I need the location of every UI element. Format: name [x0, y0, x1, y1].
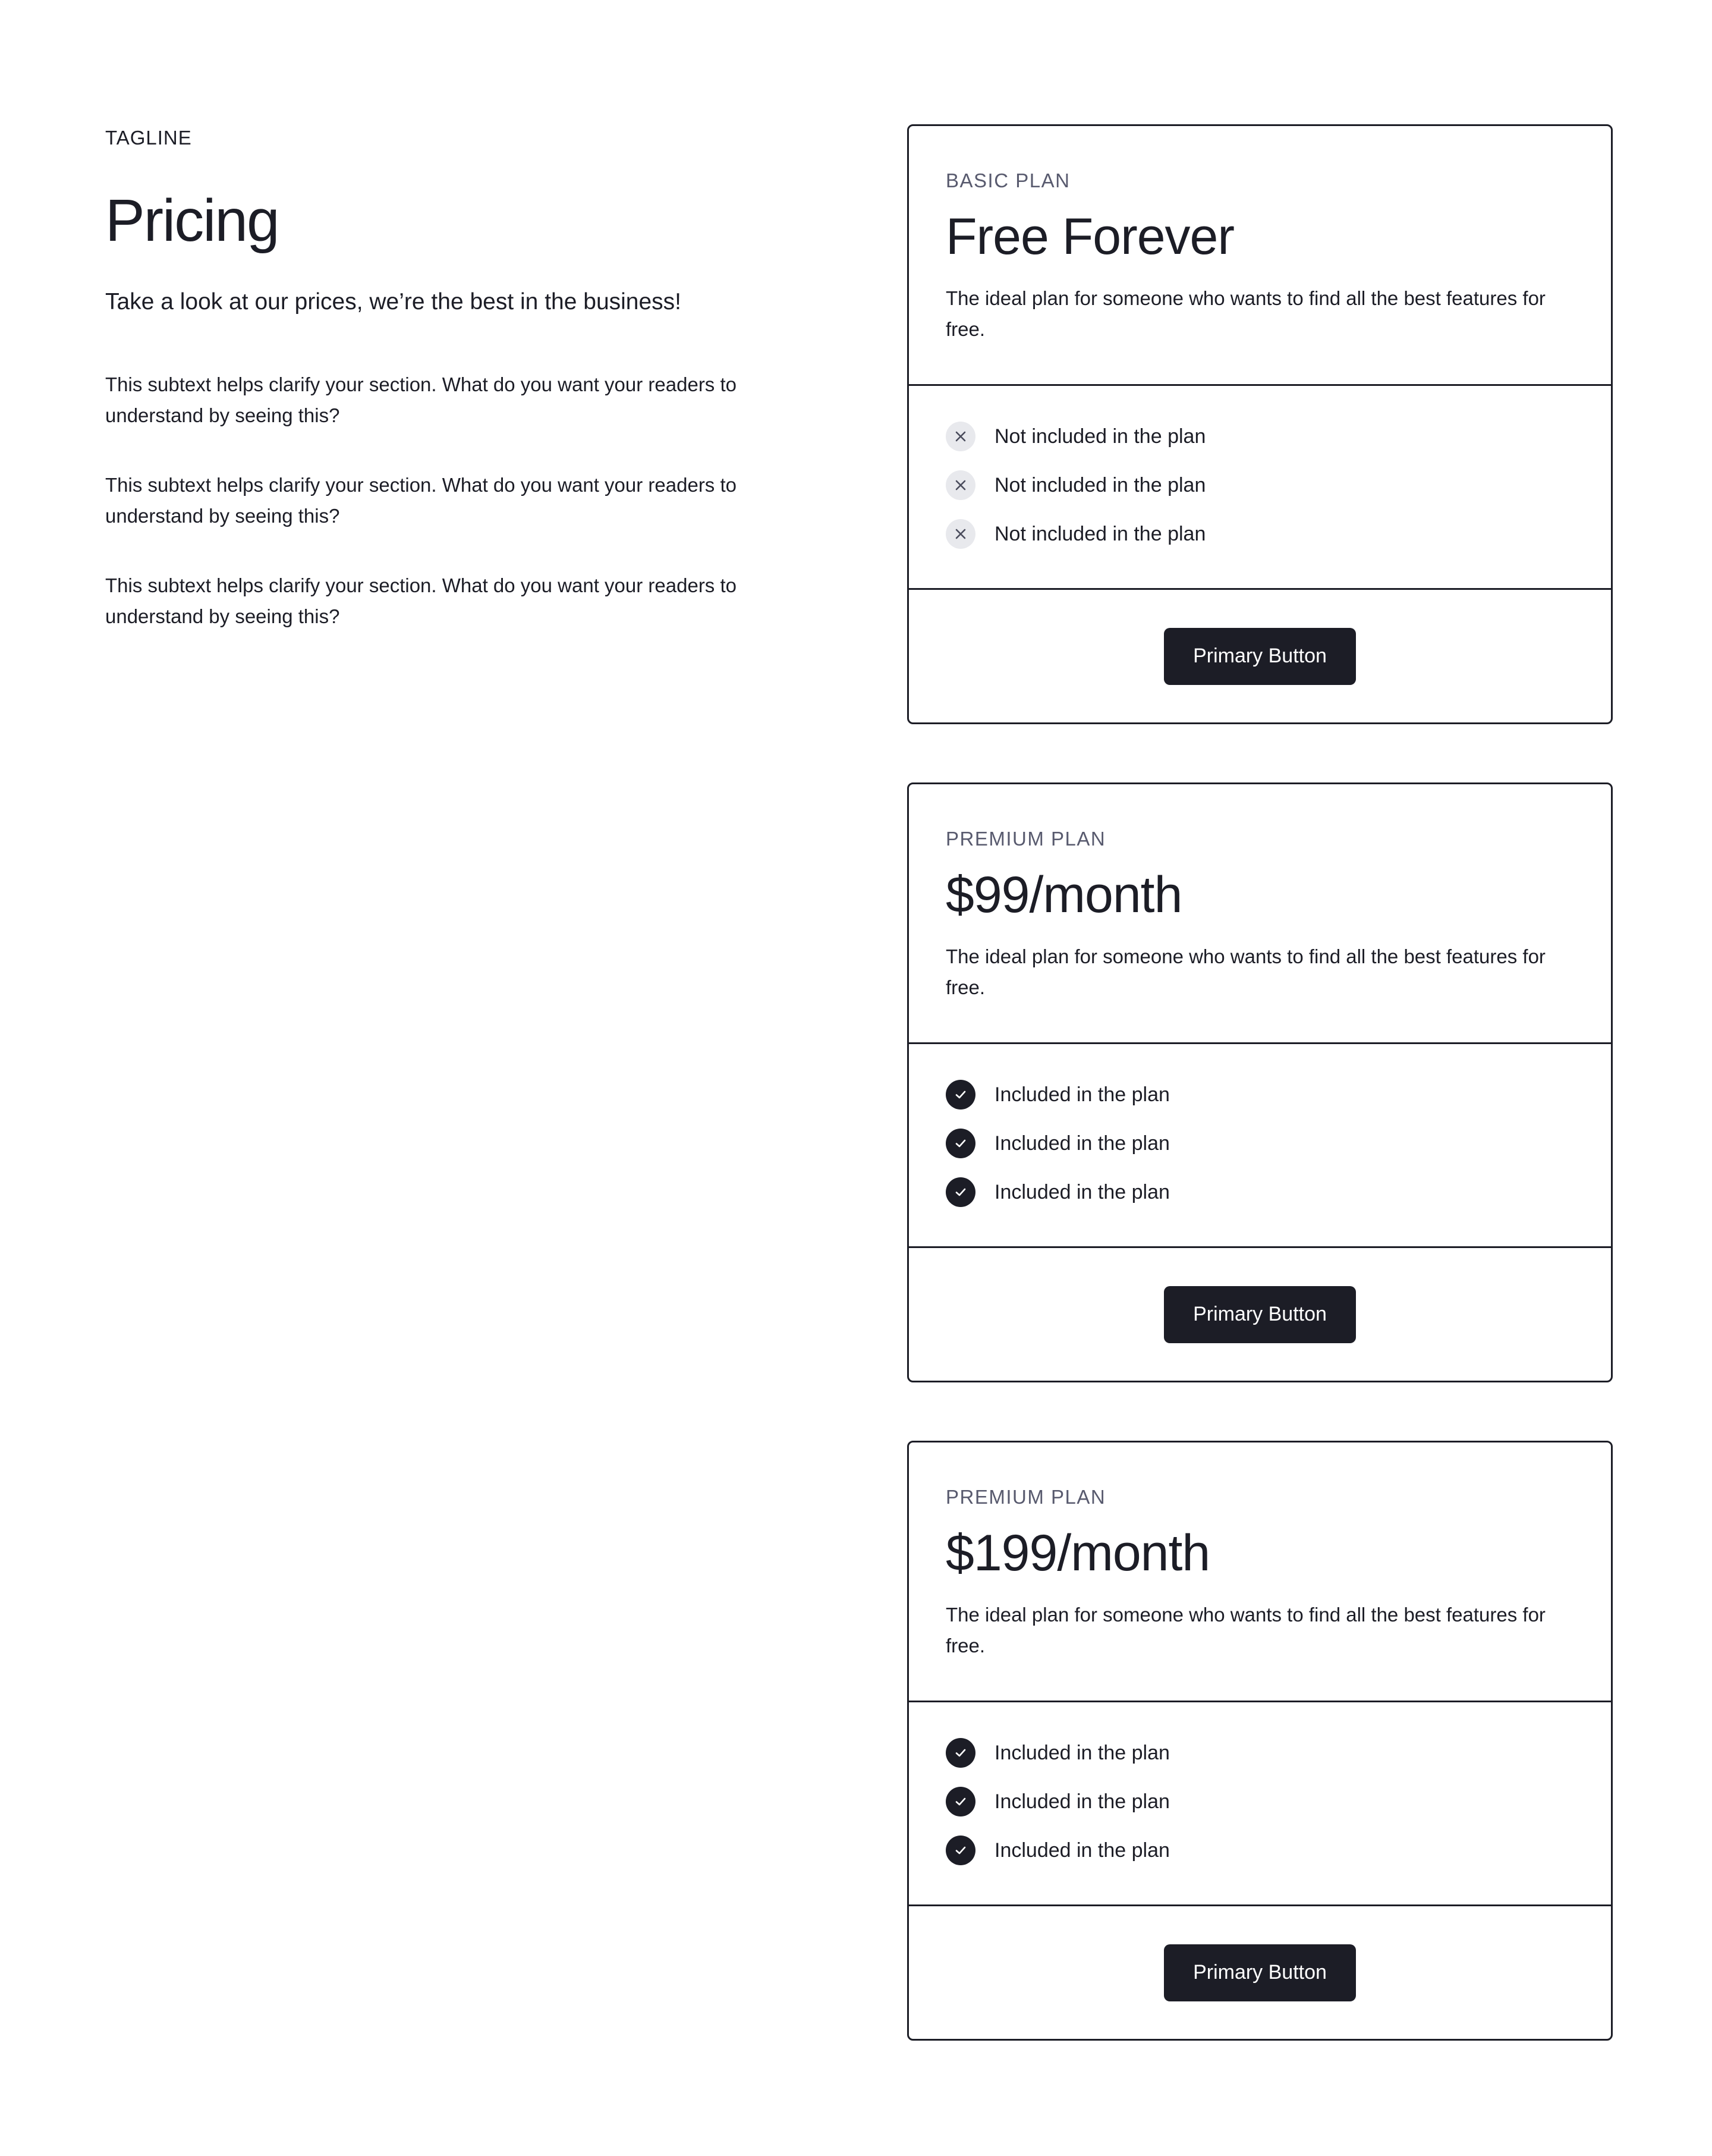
feature-text: Not included in the plan: [995, 522, 1206, 545]
plan-header: [909, 126, 1611, 386]
feature-item: [946, 470, 1574, 500]
feature-item: [946, 422, 1574, 451]
plan-label: BASIC PLAN: [946, 169, 1071, 191]
feature-text: Included in the plan: [995, 1180, 1170, 1203]
check-icon: [946, 1787, 975, 1816]
check-icon: [946, 1738, 975, 1768]
feature-list: [909, 386, 1611, 590]
plan-footer: [909, 1906, 1611, 2039]
feature-item: [946, 519, 1574, 549]
feature-text: Included in the plan: [995, 1741, 1170, 1764]
plan-description: The ideal plan for someone who wants to find all the best features for free.: [946, 287, 1546, 340]
x-icon: [946, 470, 975, 500]
plan-description: The ideal plan for someone who wants to find all the best features for free.: [946, 945, 1546, 998]
plan-header: [909, 1442, 1611, 1702]
feature-item: [946, 1129, 1574, 1158]
x-icon: [946, 519, 975, 549]
plan-price: Free Forever: [946, 208, 1235, 265]
feature-item: [946, 1738, 1574, 1768]
check-icon: [946, 1177, 975, 1207]
feature-text: Not included in the plan: [995, 425, 1206, 448]
check-icon: [946, 1080, 975, 1110]
x-icon: [946, 422, 975, 451]
plan-description: The ideal plan for someone who wants to find all the best features for free.: [946, 1604, 1546, 1657]
plan-label: PREMIUM PLAN: [946, 828, 1106, 850]
check-icon: [946, 1129, 975, 1158]
feature-item: [946, 1836, 1574, 1865]
plan-card-premium-199: [907, 1441, 1613, 2041]
feature-item: [946, 1787, 1574, 1816]
feature-text: Included in the plan: [995, 1083, 1170, 1106]
page-title: Pricing: [105, 187, 279, 254]
feature-item: [946, 1177, 1574, 1207]
pricing-cards: [907, 124, 1613, 2099]
feature-item: [946, 1080, 1574, 1110]
plan-footer: [909, 1248, 1611, 1381]
tagline: TAGLINE: [105, 127, 192, 149]
plan-price: $199/month: [946, 1525, 1210, 1582]
plan-footer: [909, 590, 1611, 722]
subtext: This subtext helps clarify your section. What do you want your readers to understand by seeing this?: [105, 373, 737, 426]
lead-text: Take a look at our prices, we’re the best in the business!: [105, 289, 682, 315]
plan-card-basic: [907, 124, 1613, 724]
plan-header: [909, 784, 1611, 1044]
plan-price: $99/month: [946, 866, 1182, 923]
subtext: This subtext helps clarify your section. What do you want your readers to understand by seeing this?: [105, 474, 737, 527]
feature-text: Included in the plan: [995, 1790, 1170, 1813]
subtext: This subtext helps clarify your section. What do you want your readers to understand by seeing this?: [105, 574, 737, 627]
feature-text: Included in the plan: [995, 1132, 1170, 1155]
plan-card-premium-99: [907, 782, 1613, 1382]
feature-list: [909, 1044, 1611, 1248]
primary-button[interactable]: Primary Button: [1164, 1286, 1356, 1343]
primary-button[interactable]: Primary Button: [1164, 628, 1356, 685]
subtext-list: [105, 369, 795, 632]
plan-label: PREMIUM PLAN: [946, 1486, 1106, 1508]
check-icon: [946, 1836, 975, 1865]
feature-text: Not included in the plan: [995, 473, 1206, 496]
feature-list: [909, 1702, 1611, 1906]
primary-button[interactable]: Primary Button: [1164, 1944, 1356, 2001]
pricing-intro: [105, 125, 795, 671]
feature-text: Included in the plan: [995, 1838, 1170, 1862]
